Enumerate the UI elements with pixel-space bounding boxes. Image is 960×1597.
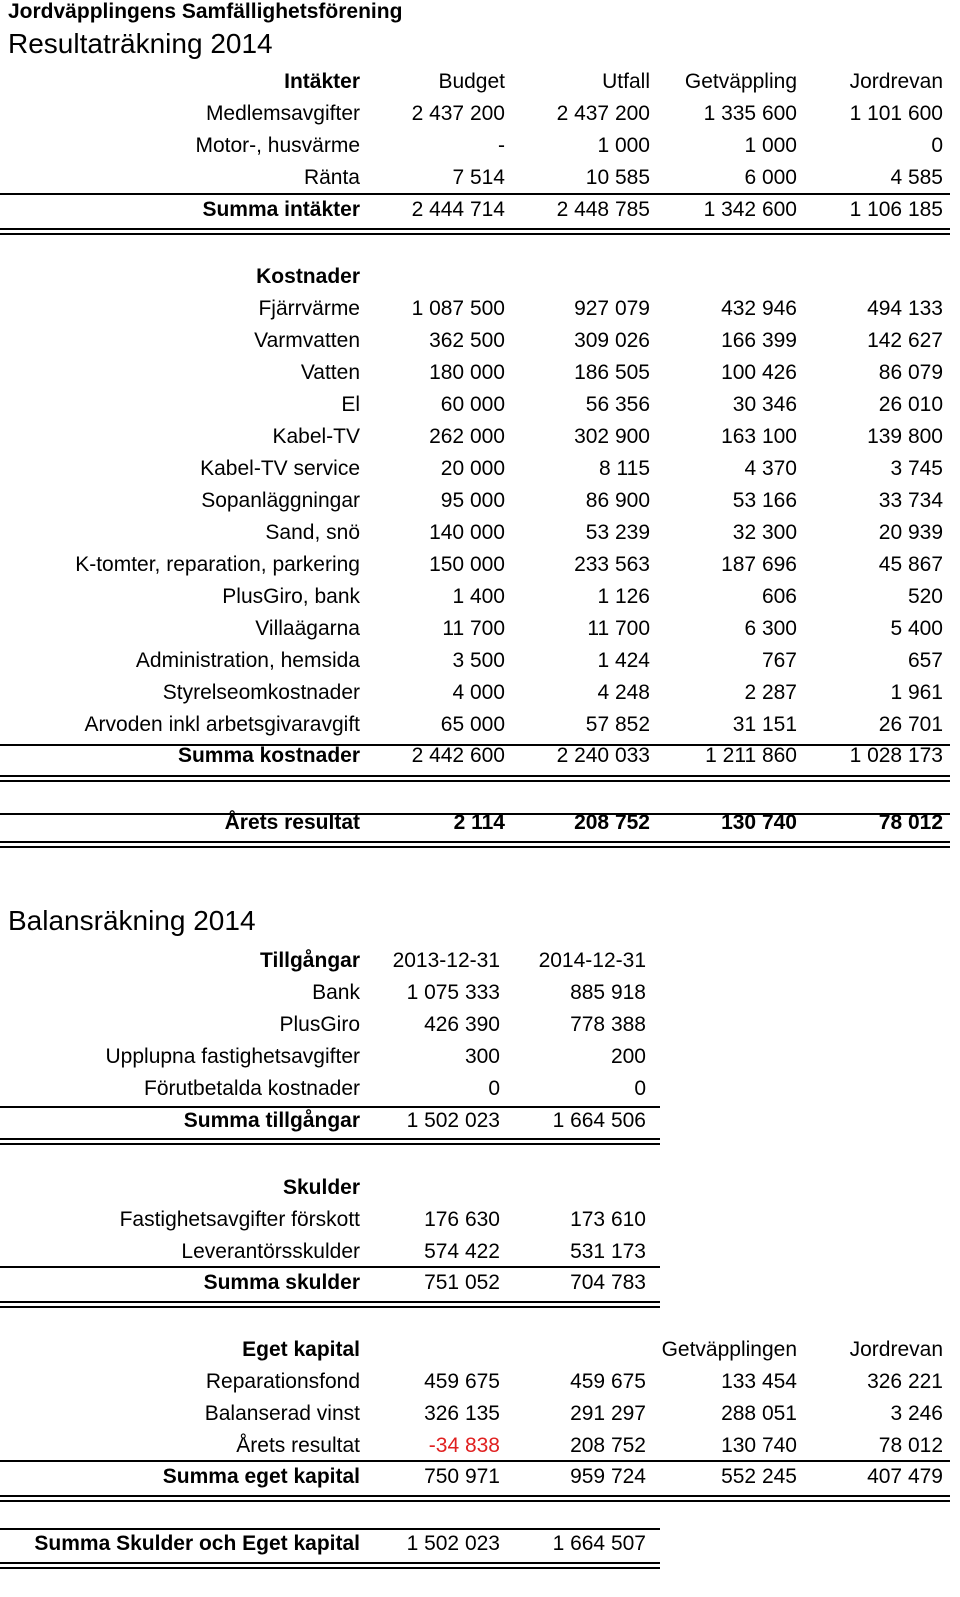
cell-2014: 885 918 <box>570 981 646 1004</box>
liabilities-heading-row <box>0 1172 960 1204</box>
cell-budget: 150 000 <box>429 553 505 576</box>
table-row <box>0 709 960 741</box>
row-label: Fastighetsavgifter förskott <box>119 1208 360 1231</box>
col-jordrevan-header: Jordrevan <box>849 70 943 93</box>
row-label: Medlemsavgifter <box>205 102 360 125</box>
cell-budget: 2 444 714 <box>411 198 505 221</box>
cell-jordrevan: 26 010 <box>878 393 943 416</box>
table-row <box>0 1366 960 1398</box>
table-row <box>0 421 960 453</box>
income-statement-title: Resultaträkning 2014 <box>8 28 273 59</box>
cell-utfall: 53 239 <box>585 521 650 544</box>
cell-budget: 11 700 <box>442 617 505 640</box>
cell-jordrevan: 86 079 <box>878 361 943 384</box>
cell-budget: - <box>498 134 505 157</box>
row-label: Sopanläggningar <box>201 489 360 512</box>
double-underline <box>0 1301 660 1308</box>
cell-2013-negative: -34 838 <box>428 1434 500 1457</box>
table-row <box>0 357 960 389</box>
cell-2013: 574 422 <box>424 1240 500 1263</box>
cell-utfall: 2 448 785 <box>556 198 650 221</box>
cell-getvappling: 6 000 <box>744 166 797 189</box>
cell-getvappling: 31 151 <box>732 713 797 736</box>
col-getvappling-header: Getväppling <box>684 70 797 93</box>
cell-utfall: 4 248 <box>597 681 650 704</box>
row-label: Summa eget kapital <box>162 1465 360 1488</box>
cell-jordrevan: 3 745 <box>890 457 943 480</box>
cell-2014: 531 173 <box>570 1240 646 1263</box>
equity-header-row <box>0 1334 960 1366</box>
cell-jordrevan: 5 400 <box>890 617 943 640</box>
row-label: Bank <box>312 981 360 1004</box>
row-label: Vatten <box>300 361 360 384</box>
cell-2014: 200 <box>610 1045 646 1068</box>
cell-budget: 140 000 <box>429 521 505 544</box>
cell-jordrevan: 78 012 <box>878 1434 943 1457</box>
table-row <box>0 1041 960 1073</box>
cell-2014: 291 297 <box>570 1402 646 1425</box>
cell-jordrevan: 4 585 <box>890 166 943 189</box>
col-2013-header: 2013-12-31 <box>392 949 500 972</box>
cell-utfall: 2 437 200 <box>556 102 650 125</box>
cell-jordrevan: 407 479 <box>867 1465 943 1488</box>
row-label: Motor-, husvärme <box>195 134 360 157</box>
cell-getvappling: 187 696 <box>721 553 797 576</box>
cell-budget: 362 500 <box>429 329 505 352</box>
cell-budget: 4 000 <box>452 681 505 704</box>
balance-sheet-title: Balansräkning 2014 <box>8 905 256 936</box>
cell-budget: 20 000 <box>440 457 505 480</box>
cell-getvappling: 432 946 <box>721 297 797 320</box>
cell-getvappling: 4 370 <box>744 457 797 480</box>
row-label: Årets resultat <box>224 811 360 834</box>
cell-2013: 426 390 <box>424 1013 500 1036</box>
cell-utfall: 233 563 <box>574 553 650 576</box>
row-label: Balanserad vinst <box>204 1402 360 1425</box>
table-row <box>0 677 960 709</box>
costs-heading: Kostnader <box>256 265 360 288</box>
cell-budget: 2 442 600 <box>411 744 505 767</box>
cell-utfall: 208 752 <box>574 811 650 834</box>
cell-utfall: 1 000 <box>597 134 650 157</box>
row-label: Reparationsfond <box>205 1370 360 1393</box>
row-label: Villaägarna <box>255 617 360 640</box>
double-underline <box>0 775 950 782</box>
row-label: Varmvatten <box>254 329 360 352</box>
table-row <box>0 517 960 549</box>
table-row <box>0 1073 960 1105</box>
cell-getvappling: 1 000 <box>744 134 797 157</box>
result-row <box>0 807 960 839</box>
cell-getvappling: 130 740 <box>721 811 797 834</box>
liabilities-heading: Skulder <box>282 1176 360 1199</box>
equity-total-row <box>0 1461 960 1493</box>
cell-getvappling: 100 426 <box>721 361 797 384</box>
cell-utfall: 10 585 <box>585 166 650 189</box>
cell-getvappling: 1 342 600 <box>703 198 797 221</box>
asset-total-row <box>0 1105 960 1137</box>
table-row <box>0 162 960 194</box>
cell-budget: 1 400 <box>452 585 505 608</box>
cell-2013: 1 502 023 <box>406 1109 500 1132</box>
cell-getvapplingen: 133 454 <box>721 1370 797 1393</box>
cell-utfall: 1 424 <box>597 649 650 672</box>
row-label: Fjärrvärme <box>258 297 360 320</box>
cell-2013: 750 971 <box>424 1465 500 1488</box>
cell-jordrevan: 45 867 <box>878 553 943 576</box>
cell-jordrevan: 1 028 173 <box>849 744 943 767</box>
cell-getvappling: 1 335 600 <box>703 102 797 125</box>
table-row <box>0 130 960 162</box>
col-budget-header: Budget <box>438 70 505 93</box>
col-jordrevan-header: Jordrevan <box>849 1338 943 1361</box>
row-label: Summa tillgångar <box>183 1109 360 1132</box>
row-label: Förutbetalda kostnader <box>144 1077 360 1100</box>
income-header-row <box>0 66 960 98</box>
cell-2013: 751 052 <box>424 1271 500 1294</box>
row-label: Summa intäkter <box>202 198 360 221</box>
cell-budget: 2 437 200 <box>411 102 505 125</box>
col-utfall-header: Utfall <box>602 70 650 93</box>
cell-utfall: 56 356 <box>585 393 650 416</box>
cell-jordrevan: 1 106 185 <box>849 198 943 221</box>
cell-2013: 326 135 <box>424 1402 500 1425</box>
cell-2014: 173 610 <box>570 1208 646 1231</box>
cell-2014: 704 783 <box>570 1271 646 1294</box>
cell-getvappling: 767 <box>761 649 797 672</box>
table-row <box>0 613 960 645</box>
table-row <box>0 581 960 613</box>
cell-utfall: 186 505 <box>574 361 650 384</box>
cell-jordrevan: 1 101 600 <box>849 102 943 125</box>
cell-budget: 3 500 <box>452 649 505 672</box>
cell-jordrevan: 520 <box>907 585 943 608</box>
cell-2013: 1 075 333 <box>406 981 500 1004</box>
cell-jordrevan: 0 <box>931 134 943 157</box>
cell-getvappling: 32 300 <box>732 521 797 544</box>
cell-2013: 300 <box>464 1045 500 1068</box>
row-label: Årets resultat <box>236 1434 360 1457</box>
cell-jordrevan: 142 627 <box>867 329 943 352</box>
cell-budget: 60 000 <box>440 393 505 416</box>
assets-header-row <box>0 945 960 977</box>
table-row <box>0 1236 960 1268</box>
cell-2014: 0 <box>634 1077 646 1100</box>
table-row <box>0 1009 960 1041</box>
cell-2014: 1 664 507 <box>552 1532 646 1555</box>
table-row <box>0 293 960 325</box>
table-row <box>0 325 960 357</box>
cell-getvappling: 2 287 <box>744 681 797 704</box>
row-label: Styrelseomkostnader <box>162 681 360 704</box>
row-label: Kabel-TV service <box>200 457 360 480</box>
table-row <box>0 1204 960 1236</box>
liability-total-row <box>0 1267 960 1299</box>
cell-jordrevan: 1 961 <box>890 681 943 704</box>
cell-getvappling: 163 100 <box>721 425 797 448</box>
cell-2013: 0 <box>488 1077 500 1100</box>
cell-2014: 1 664 506 <box>552 1109 646 1132</box>
cell-jordrevan: 657 <box>907 649 943 672</box>
cell-2014: 459 675 <box>570 1370 646 1393</box>
cell-utfall: 8 115 <box>599 457 650 480</box>
cell-budget: 180 000 <box>429 361 505 384</box>
row-label: K-tomter, reparation, parkering <box>75 553 360 576</box>
table-row <box>0 389 960 421</box>
cell-2014: 778 388 <box>570 1013 646 1036</box>
cell-2014: 959 724 <box>570 1465 646 1488</box>
double-underline <box>0 841 950 848</box>
assets-heading: Tillgångar <box>260 949 360 972</box>
row-label: Arvoden inkl arbetsgivaravgift <box>84 713 360 736</box>
table-row <box>0 98 960 130</box>
cell-budget: 262 000 <box>429 425 505 448</box>
row-label: Upplupna fastighetsavgifter <box>105 1045 360 1068</box>
cell-getvappling: 6 300 <box>744 617 797 640</box>
cell-getvapplingen: 288 051 <box>721 1402 797 1425</box>
cell-2013: 459 675 <box>424 1370 500 1393</box>
row-label: PlusGiro, bank <box>222 585 360 608</box>
table-row <box>0 549 960 581</box>
table-row <box>0 485 960 517</box>
col-2014-header: 2014-12-31 <box>538 949 646 972</box>
row-label: Summa Skulder och Eget kapital <box>34 1532 360 1555</box>
row-label: Sand, snö <box>265 521 360 544</box>
cell-jordrevan: 20 939 <box>878 521 943 544</box>
double-underline <box>0 1138 660 1145</box>
cell-getvapplingen: 552 245 <box>721 1465 797 1488</box>
cell-budget: 65 000 <box>440 713 505 736</box>
cell-budget: 1 087 500 <box>411 297 505 320</box>
row-label: Administration, hemsida <box>135 649 360 672</box>
cell-jordrevan: 3 246 <box>890 1402 943 1425</box>
double-underline <box>0 1495 950 1502</box>
cell-utfall: 57 852 <box>585 713 650 736</box>
organization-name: Jordväpplingens Samfällighetsförening <box>8 0 403 23</box>
col-getvapplingen-header: Getväpplingen <box>661 1338 797 1361</box>
row-label: PlusGiro <box>279 1013 360 1036</box>
cell-jordrevan: 33 734 <box>878 489 943 512</box>
cell-getvappling: 30 346 <box>732 393 797 416</box>
row-label: Kabel-TV <box>272 425 360 448</box>
equity-heading: Eget kapital <box>242 1338 360 1361</box>
cell-getvappling: 53 166 <box>732 489 797 512</box>
row-label: Ränta <box>303 166 360 189</box>
cell-getvappling: 1 211 860 <box>705 744 797 767</box>
cell-budget: 2 114 <box>453 811 505 834</box>
table-row <box>0 977 960 1009</box>
income-total-row <box>0 194 960 226</box>
cell-budget: 95 000 <box>440 489 505 512</box>
row-label: Summa skulder <box>203 1271 360 1294</box>
costs-heading-row <box>0 261 960 293</box>
row-label: Summa kostnader <box>177 744 360 767</box>
cell-getvappling: 166 399 <box>721 329 797 352</box>
cell-2013: 1 502 023 <box>406 1532 500 1555</box>
table-row <box>0 453 960 485</box>
grand-total-row <box>0 1528 960 1560</box>
cell-utfall: 1 126 <box>597 585 650 608</box>
income-heading: Intäkter <box>284 70 360 93</box>
cell-utfall: 86 900 <box>585 489 650 512</box>
cell-utfall: 2 240 033 <box>556 744 650 767</box>
cell-jordrevan: 139 800 <box>867 425 943 448</box>
double-underline <box>0 228 950 235</box>
cell-jordrevan: 26 701 <box>878 713 943 736</box>
row-label: Leverantörsskulder <box>181 1240 360 1263</box>
table-row <box>0 1398 960 1430</box>
cell-getvapplingen: 130 740 <box>721 1434 797 1457</box>
cell-utfall: 309 026 <box>574 329 650 352</box>
cell-utfall: 11 700 <box>587 617 650 640</box>
row-label: El <box>341 393 360 416</box>
cell-utfall: 927 079 <box>574 297 650 320</box>
cell-budget: 7 514 <box>452 166 505 189</box>
table-row <box>0 1430 960 1462</box>
double-underline <box>0 1562 660 1569</box>
cell-jordrevan: 78 012 <box>878 811 943 834</box>
cell-2013: 176 630 <box>424 1208 500 1231</box>
cell-getvappling: 606 <box>761 585 797 608</box>
cost-total-row <box>0 740 960 772</box>
cell-jordrevan: 494 133 <box>867 297 943 320</box>
cell-2014: 208 752 <box>570 1434 646 1457</box>
cell-jordrevan: 326 221 <box>867 1370 943 1393</box>
cell-utfall: 302 900 <box>574 425 650 448</box>
table-row <box>0 645 960 677</box>
